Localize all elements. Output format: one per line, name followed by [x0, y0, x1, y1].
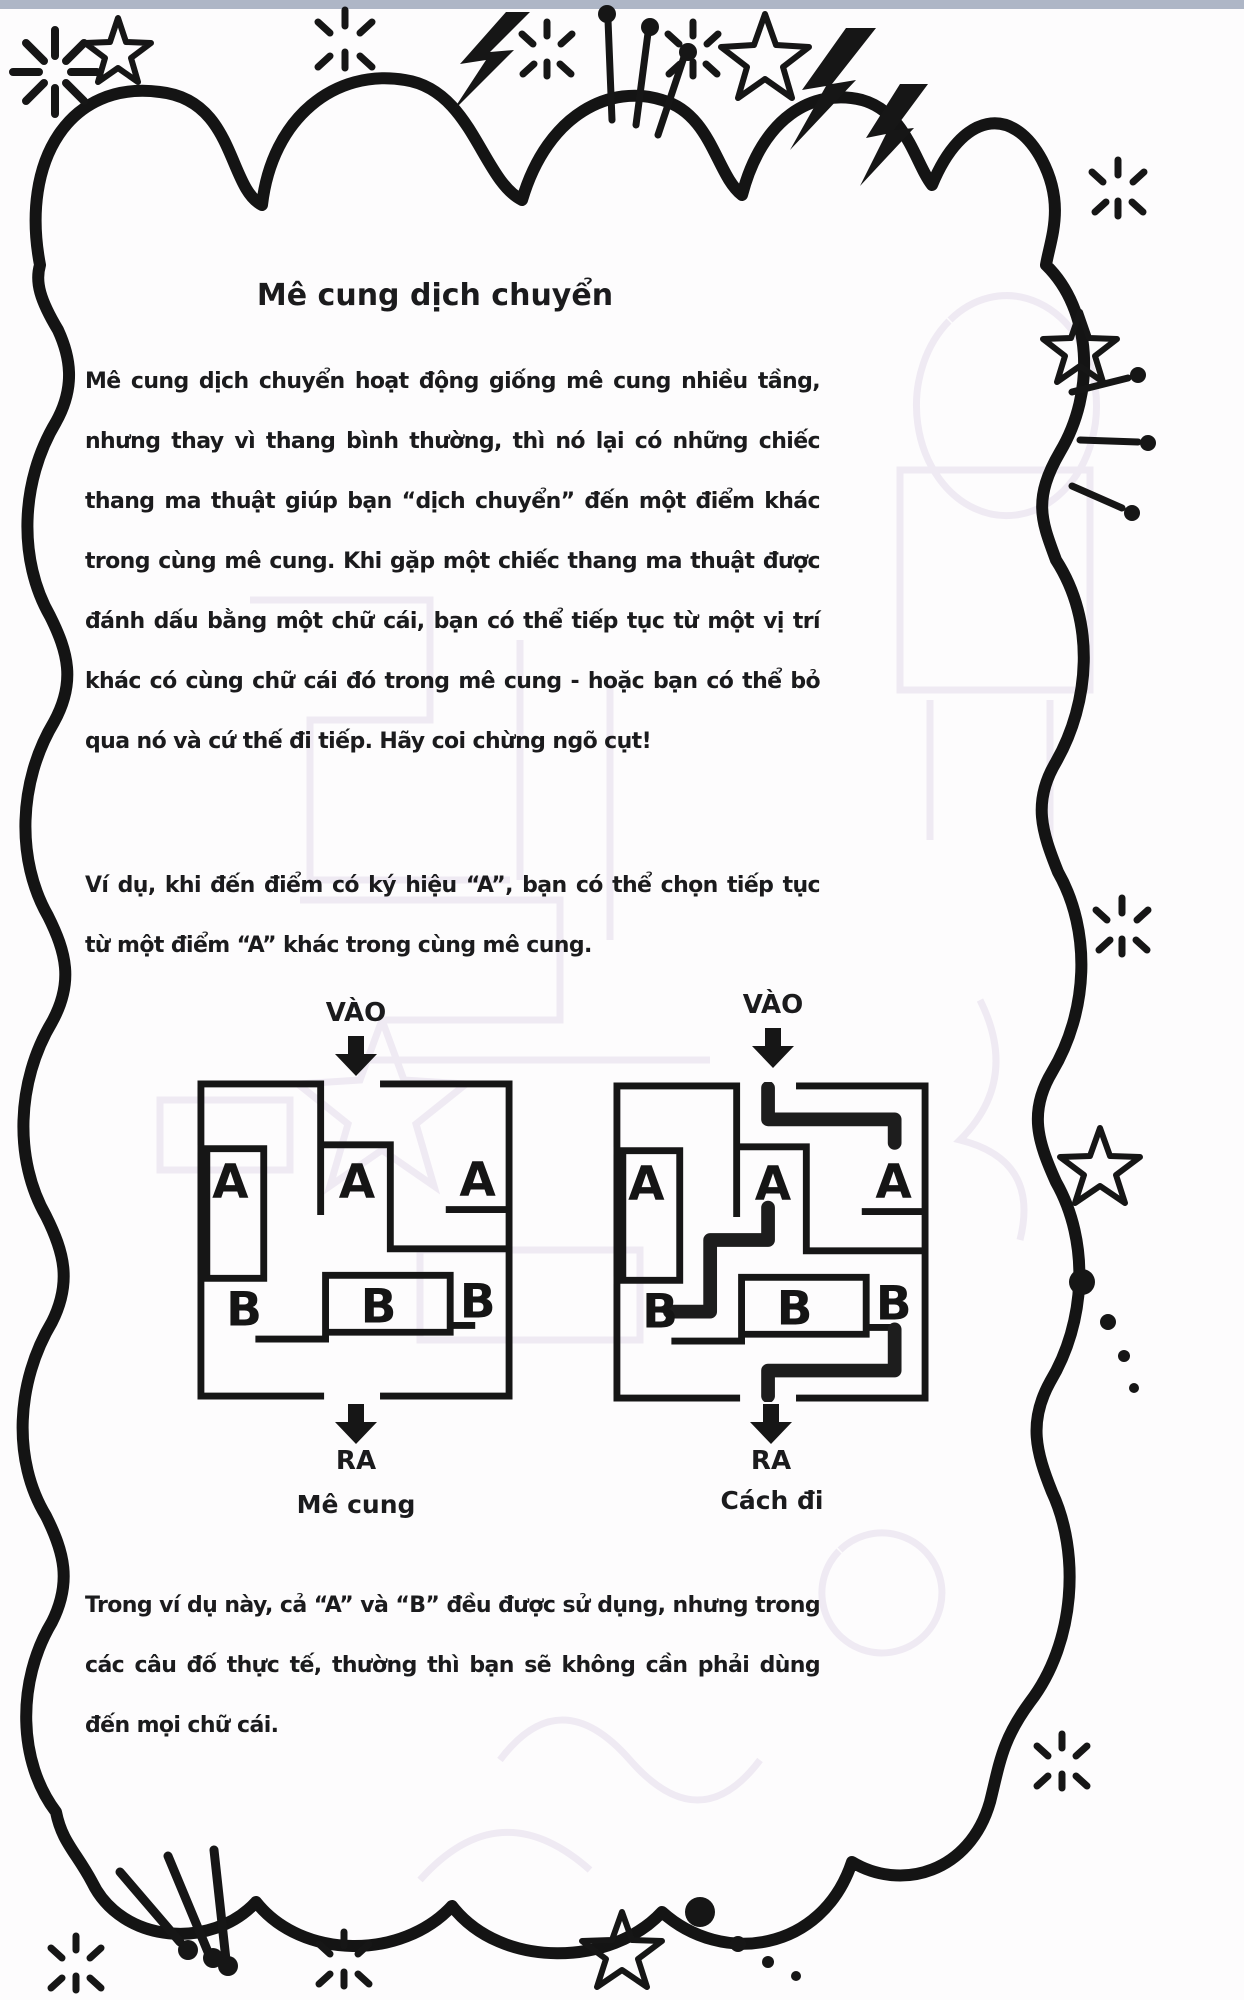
maze-exit-label: RA	[335, 1446, 377, 1476]
solution-route	[670, 1088, 895, 1396]
tick-dots-icon	[1072, 367, 1156, 521]
maze-letter: B	[360, 1279, 397, 1335]
lightning-icon	[860, 84, 928, 186]
star-icon	[721, 14, 809, 98]
star-icon	[1043, 312, 1117, 382]
sparkle-icon	[319, 1932, 369, 1986]
maze-letter: B	[642, 1284, 679, 1340]
star-icon	[582, 1912, 662, 1987]
antenna-dots-icon	[120, 1850, 238, 1976]
page-title: Mê cung dịch chuyển	[256, 278, 614, 313]
down-arrow-icon	[334, 1404, 378, 1444]
maze-caption: Mê cung	[296, 1490, 416, 1519]
maze-letter: A	[754, 1156, 792, 1212]
solution-entrance-label: VÀO	[742, 990, 804, 1020]
solution-diagram	[613, 1082, 929, 1402]
maze-letter: B	[776, 1281, 813, 1337]
dots-icon	[1069, 1269, 1139, 1393]
solution-exit-label: RA	[750, 1446, 792, 1476]
paragraph-note: Trong ví dụ này, cả “A” và “B” đều được sử dụng, nhưng trong các câu đố thực tế, thường thì bạn sẽ không cần phải dùng đến mọi chữ cái.	[85, 1593, 820, 1738]
antenna-dots-icon	[598, 5, 697, 135]
down-arrow-icon	[334, 1036, 378, 1076]
maze-letter: A	[875, 1154, 912, 1210]
solution-caption: Cách đi	[720, 1486, 824, 1515]
down-arrow-icon	[751, 1028, 795, 1068]
sparkle-icon	[51, 1936, 101, 1990]
down-arrow-icon	[749, 1404, 793, 1444]
maze-letter: B	[226, 1282, 263, 1338]
paragraph-example: Ví dụ, khi đến điểm có ký hiệu “A”, bạn có thể chọn tiếp tục từ một điểm “A” khác trong cùng mê cung.	[85, 873, 820, 958]
maze-diagram	[197, 1080, 513, 1400]
sparkle-icon	[1092, 160, 1144, 216]
maze-letter: A	[212, 1154, 249, 1210]
sparkle-icon	[1037, 1734, 1087, 1788]
maze-letter: A	[338, 1154, 376, 1210]
lightning-icon	[452, 12, 530, 112]
paragraph-intro: Mê cung dịch chuyển hoạt động giống mê cung nhiều tầng, nhưng thay vì thang bình thường, thì nó lại có những chiếc thang ma thuật giúp bạn “dịch chuyển” đến một điểm khác trong cùng mê cung. Khi gặp một chiếc thang ma thuật được đánh dấu bằng một chữ cái, bạn có thể tiếp tục từ một vị trí khác có cùng chữ cái đó trong mê cung - hoặc bạn có thể bỏ qua nó và cứ thế đi tiếp. Hãy coi chừng ngõ cụt!	[85, 369, 820, 754]
maze-letter: A	[628, 1156, 665, 1212]
dots-icon	[685, 1897, 801, 1981]
maze-entrance-label: VÀO	[325, 998, 387, 1028]
maze-letter: A	[459, 1152, 496, 1208]
maze-letter: B	[875, 1276, 912, 1332]
star-icon	[1060, 1128, 1140, 1203]
maze-letter: B	[459, 1274, 496, 1330]
sparkle-icon	[1096, 898, 1148, 954]
